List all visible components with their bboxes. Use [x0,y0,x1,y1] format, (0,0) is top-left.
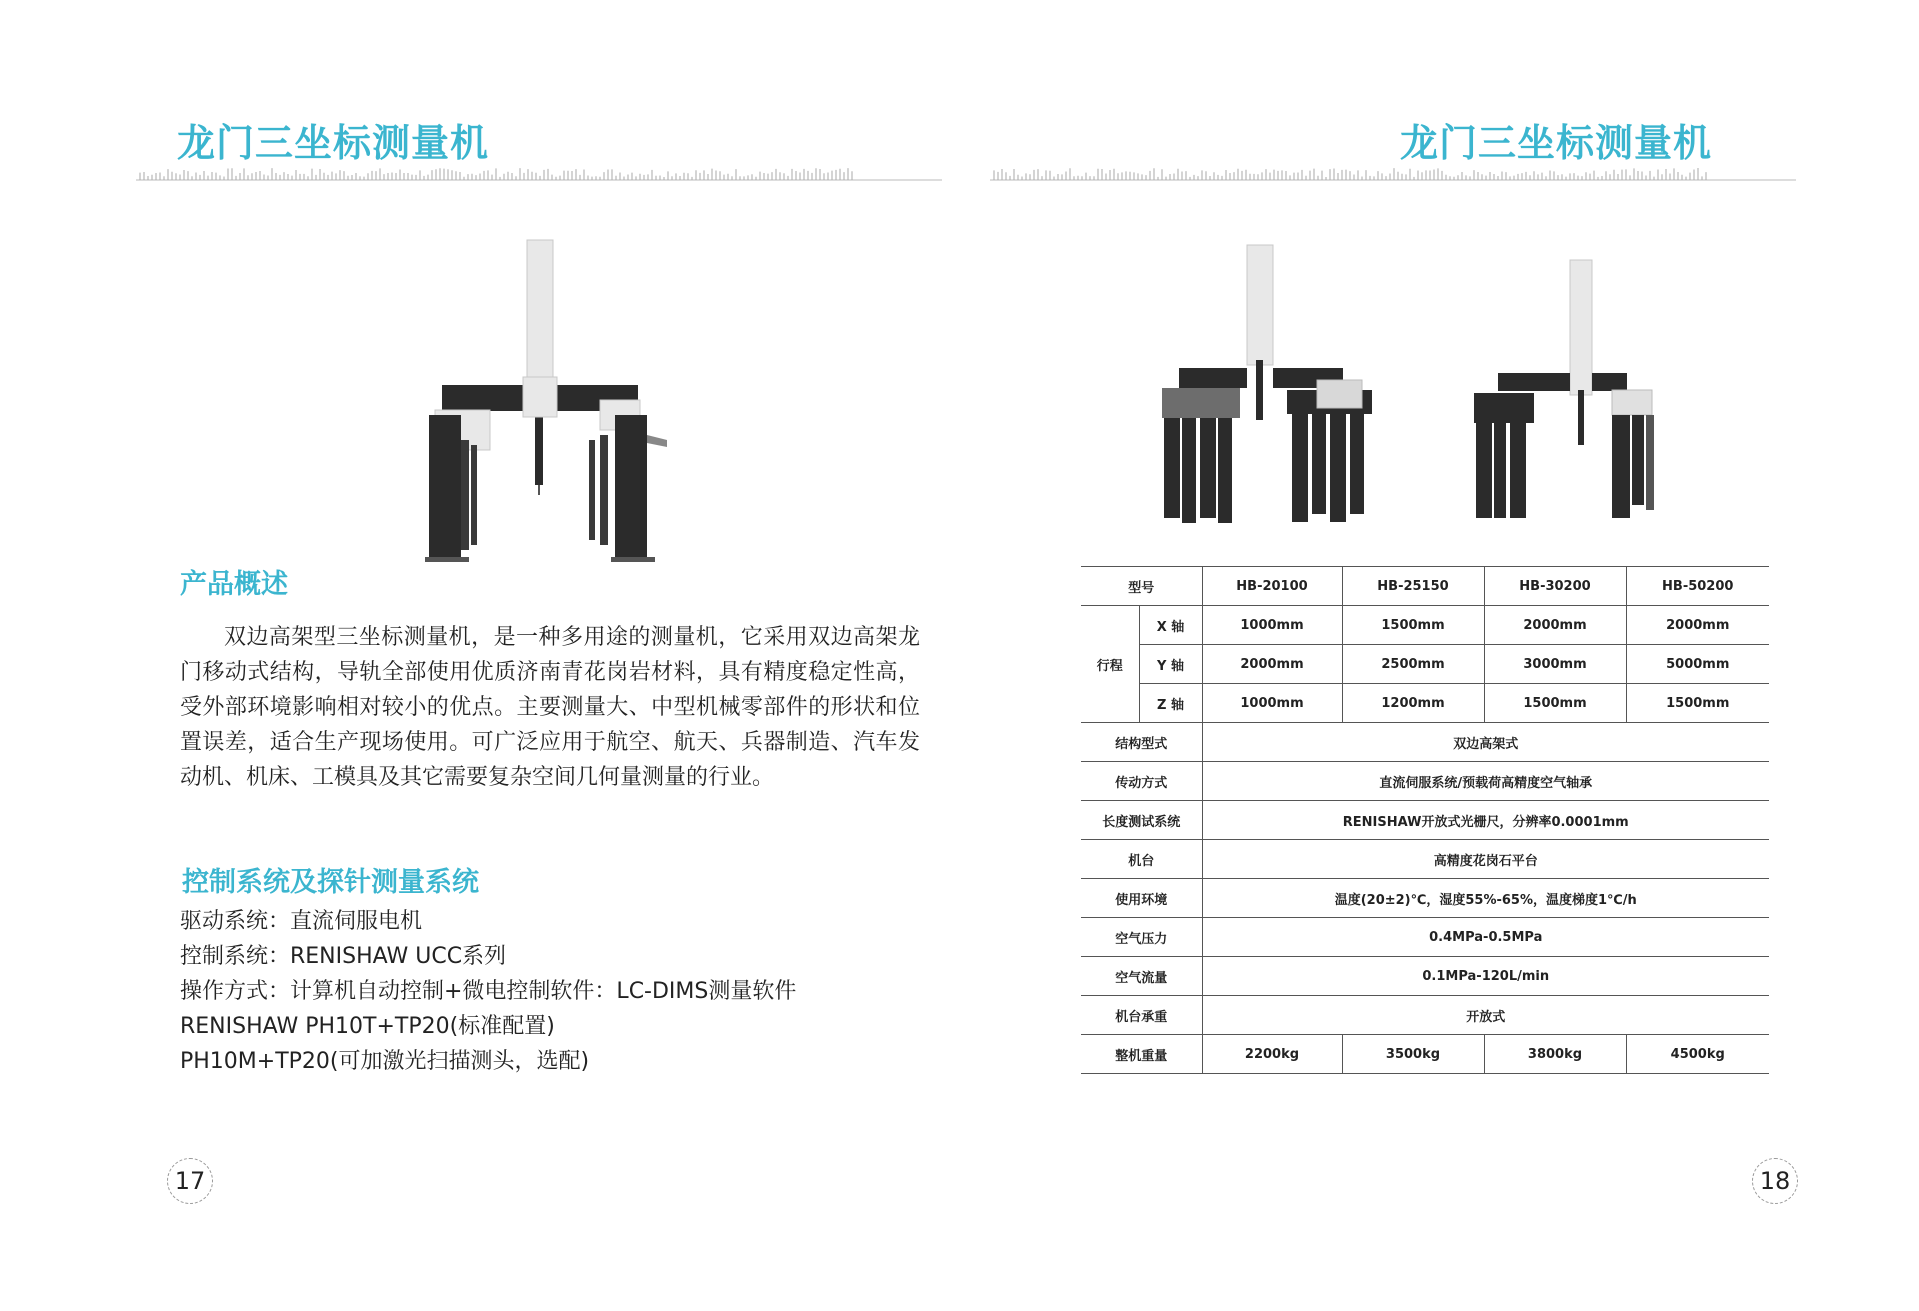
table-row [1081,762,1769,801]
table-row [1081,684,1769,723]
table-cell: 3800kg [1484,1035,1626,1074]
table-cell: X 轴 [1139,606,1202,645]
table-cell: HB-20100 [1202,567,1342,606]
table-cell: 2200kg [1202,1035,1342,1074]
table-cell: 1000mm [1202,606,1342,645]
list-item: 操作方式：计算机自动控制+微电控制软件：LC-DIMS测量软件 [180,979,797,1004]
table-cell: 4500kg [1626,1035,1769,1074]
table-cell: HB-50200 [1626,567,1769,606]
table-cell: 行程 [1081,606,1139,723]
table-row [1081,567,1769,606]
table-row [1081,801,1769,840]
table-cell: 5000mm [1626,645,1769,684]
ruler-divider [136,168,942,182]
page-number: 17 [167,1158,213,1204]
overview-text: 双边高架型三坐标测量机，是一种多用途的测量机，它采用双边高架龙门移动式结构，导轨全部使用优质济南青花岗岩材料，具有精度稳定性高，受外部环境影响相对较小的优点。主要测量大、中型机械零部件的形状和位置误差，适合生产现场使用。可广泛应用于航空、航天、兵器制造、汽车发动机、机床、工模具及其它需要复杂空间几何量测量的行业。 [180,625,920,790]
table-cell: 0.4MPa-0.5MPa [1202,918,1769,957]
spec-table [1081,566,1769,1074]
table-cell: Y 轴 [1139,645,1202,684]
table-cell: 1500mm [1484,684,1626,723]
table-cell: 长度测试系统 [1081,801,1202,840]
table-cell: Z 轴 [1139,684,1202,723]
table-cell: 1200mm [1342,684,1484,723]
table-cell: HB-30200 [1484,567,1626,606]
gantry-machine-image [1152,240,1397,525]
list-item: RENISHAW PH10T+TP20(标准配置) [180,1014,555,1039]
page-title: 龙门三坐标测量机 [177,121,490,165]
table-cell: 0.1MPa-120L/min [1202,957,1769,996]
ruler-divider [990,168,1796,182]
table-row [1081,918,1769,957]
table-cell: 型号 [1081,567,1202,606]
table-row [1081,879,1769,918]
table-cell: 双边高架式 [1202,723,1769,762]
table-cell: 1500mm [1342,606,1484,645]
table-cell: 2000mm [1202,645,1342,684]
control-system-list [180,904,796,1079]
table-row [1081,723,1769,762]
table-cell: 3500kg [1342,1035,1484,1074]
table-row [1081,840,1769,879]
table-cell: 温度(20±2)℃，湿度55%-65%，温度梯度1℃/h [1202,879,1769,918]
table-cell: 结构型式 [1081,723,1202,762]
table-row [1081,996,1769,1035]
table-cell: 直流伺服系统/预载荷高精度空气轴承 [1202,762,1769,801]
table-cell: 空气压力 [1081,918,1202,957]
table-cell: 2000mm [1626,606,1769,645]
table-cell: 开放式 [1202,996,1769,1035]
table-row [1081,606,1769,645]
table-cell: 高精度花岗石平台 [1202,840,1769,879]
control-system-heading: 控制系统及探针测量系统 [182,867,479,898]
table-cell: HB-25150 [1342,567,1484,606]
overview-paragraph [180,620,920,795]
table-cell: 机台 [1081,840,1202,879]
table-row [1081,957,1769,996]
table-cell: 3000mm [1484,645,1626,684]
page-title: 龙门三坐标测量机 [1400,121,1713,165]
table-cell: 传动方式 [1081,762,1202,801]
table-cell: RENISHAW开放式光栅尺，分辨率0.0001mm [1202,801,1769,840]
table-row [1081,645,1769,684]
table-row [1081,1035,1769,1074]
table-cell: 使用环境 [1081,879,1202,918]
table-cell: 机台承重 [1081,996,1202,1035]
table-cell: 空气流量 [1081,957,1202,996]
table-cell: 1000mm [1202,684,1342,723]
list-item: 驱动系统：直流伺服电机 [180,909,423,934]
table-cell: 2500mm [1342,645,1484,684]
overview-heading: 产品概述 [180,569,288,600]
table-cell: 2000mm [1484,606,1626,645]
table-cell: 整机重量 [1081,1035,1202,1074]
list-item: PH10M+TP20(可加激光扫描测头，选配) [180,1049,590,1074]
gantry-machine-image [1462,255,1662,525]
right-page [960,0,1919,1311]
page-number: 18 [1752,1158,1798,1204]
list-item: 控制系统：RENISHAW UCC系列 [180,944,507,969]
gantry-machine-image [415,235,685,565]
table-cell: 1500mm [1626,684,1769,723]
